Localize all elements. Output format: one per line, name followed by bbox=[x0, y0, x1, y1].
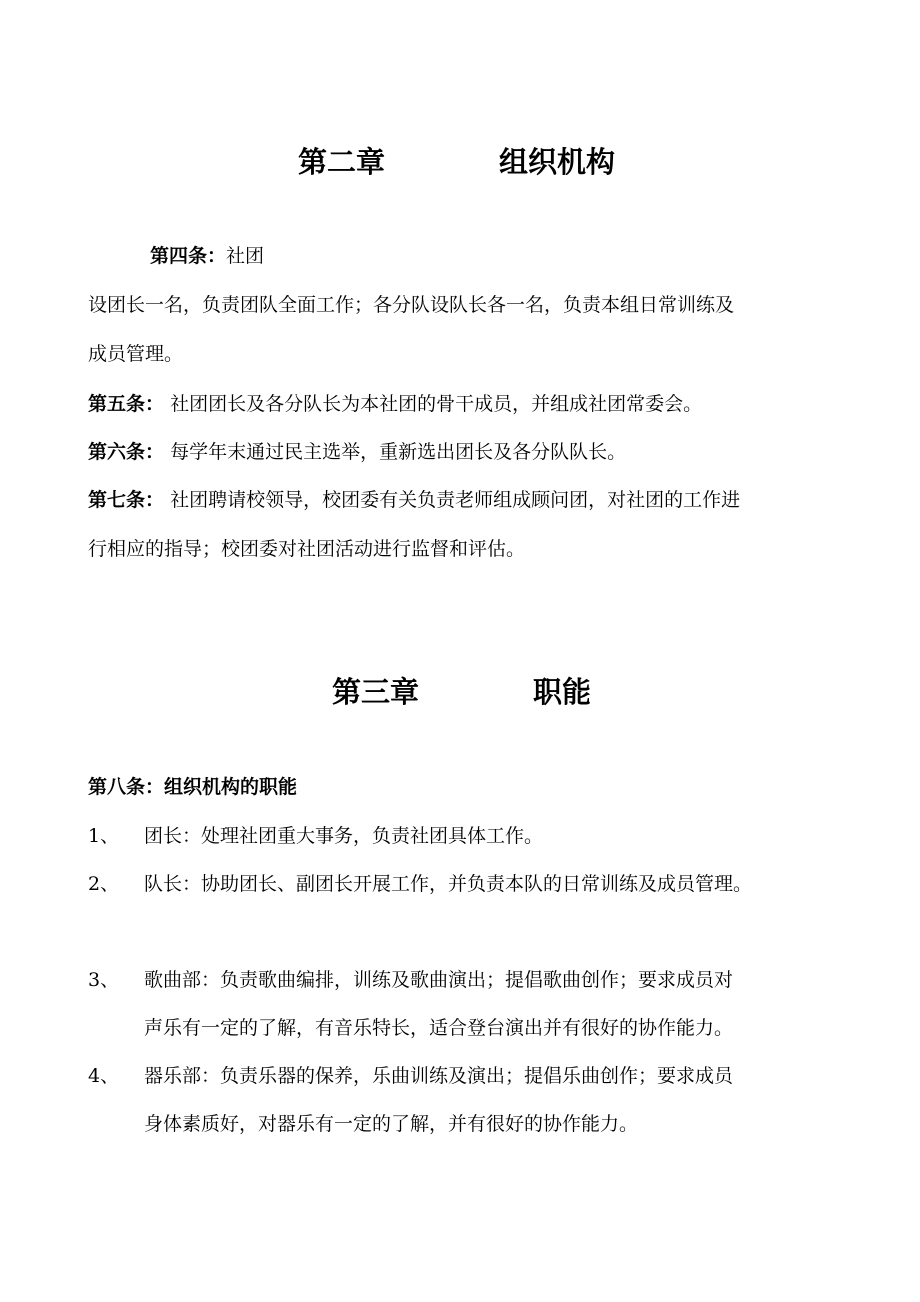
article-6-text: 每学年末通过民主选举，重新选出团长及各分队队长。 bbox=[170, 441, 627, 463]
item-4-number: 4、 bbox=[88, 1065, 120, 1087]
article-7-text-line-1: 社团聘请校领导，校团委有关负责老师组成顾问团，对社团的工作进 bbox=[170, 489, 741, 511]
item-3-text-line-1: 歌曲部：负责歌曲编排，训练及歌曲演出；提倡歌曲创作；要求成员对 bbox=[144, 969, 734, 991]
article-8-heading: 第八条：组织机构的职能 bbox=[88, 776, 298, 798]
article-7-label: 第七条： bbox=[88, 489, 165, 511]
item-2-text: 队长：协助团长、副团长开展工作，并负责本队的日常训练及成员管理。 bbox=[144, 873, 753, 895]
item-2-number: 2、 bbox=[88, 873, 120, 895]
chapter-2-number: 第二章 bbox=[298, 145, 386, 179]
item-4-text-line-2: 身体素质好，对器乐有一定的了解，并有很好的协作能力。 bbox=[144, 1113, 639, 1135]
item-4-text-line-1: 器乐部：负责乐器的保养，乐曲训练及演出；提倡乐曲创作；要求成员 bbox=[144, 1065, 734, 1087]
article-6-label: 第六条： bbox=[88, 441, 165, 463]
article-5-label: 第五条： bbox=[88, 393, 165, 415]
article-5-text: 社团团长及各分队长为本社团的骨干成员，并组成社团常委会。 bbox=[170, 393, 703, 415]
chapter-3-name: 职能 bbox=[533, 675, 592, 709]
article-7 bbox=[88, 486, 740, 514]
article-5 bbox=[88, 390, 702, 418]
article-4-label: 第四条： bbox=[150, 245, 227, 267]
item-3-number: 3、 bbox=[88, 969, 120, 991]
chapter-2-name: 组织机构 bbox=[499, 145, 616, 179]
article-4-text-line-2: 成员管理。 bbox=[88, 343, 184, 365]
item-3-text-line-2: 声乐有一定的了解，有音乐特长，适合登台演出并有很好的协作能力。 bbox=[144, 1017, 734, 1039]
article-4-subject: 社团 bbox=[226, 245, 265, 267]
item-1-text: 团长：处理社团重大事务，负责社团具体工作。 bbox=[144, 825, 544, 847]
article-7-text-line-2: 行相应的指导；校团委对社团活动进行监督和评估。 bbox=[88, 538, 526, 560]
item-1-number: 1、 bbox=[88, 825, 120, 847]
chapter-3-number: 第三章 bbox=[332, 675, 420, 709]
article-4-heading bbox=[150, 242, 264, 270]
article-6 bbox=[88, 438, 626, 466]
article-4-text-line-1: 设团长一名，负责团队全面工作；各分队设队长各一名，负责本组日常训练及 bbox=[88, 294, 735, 316]
